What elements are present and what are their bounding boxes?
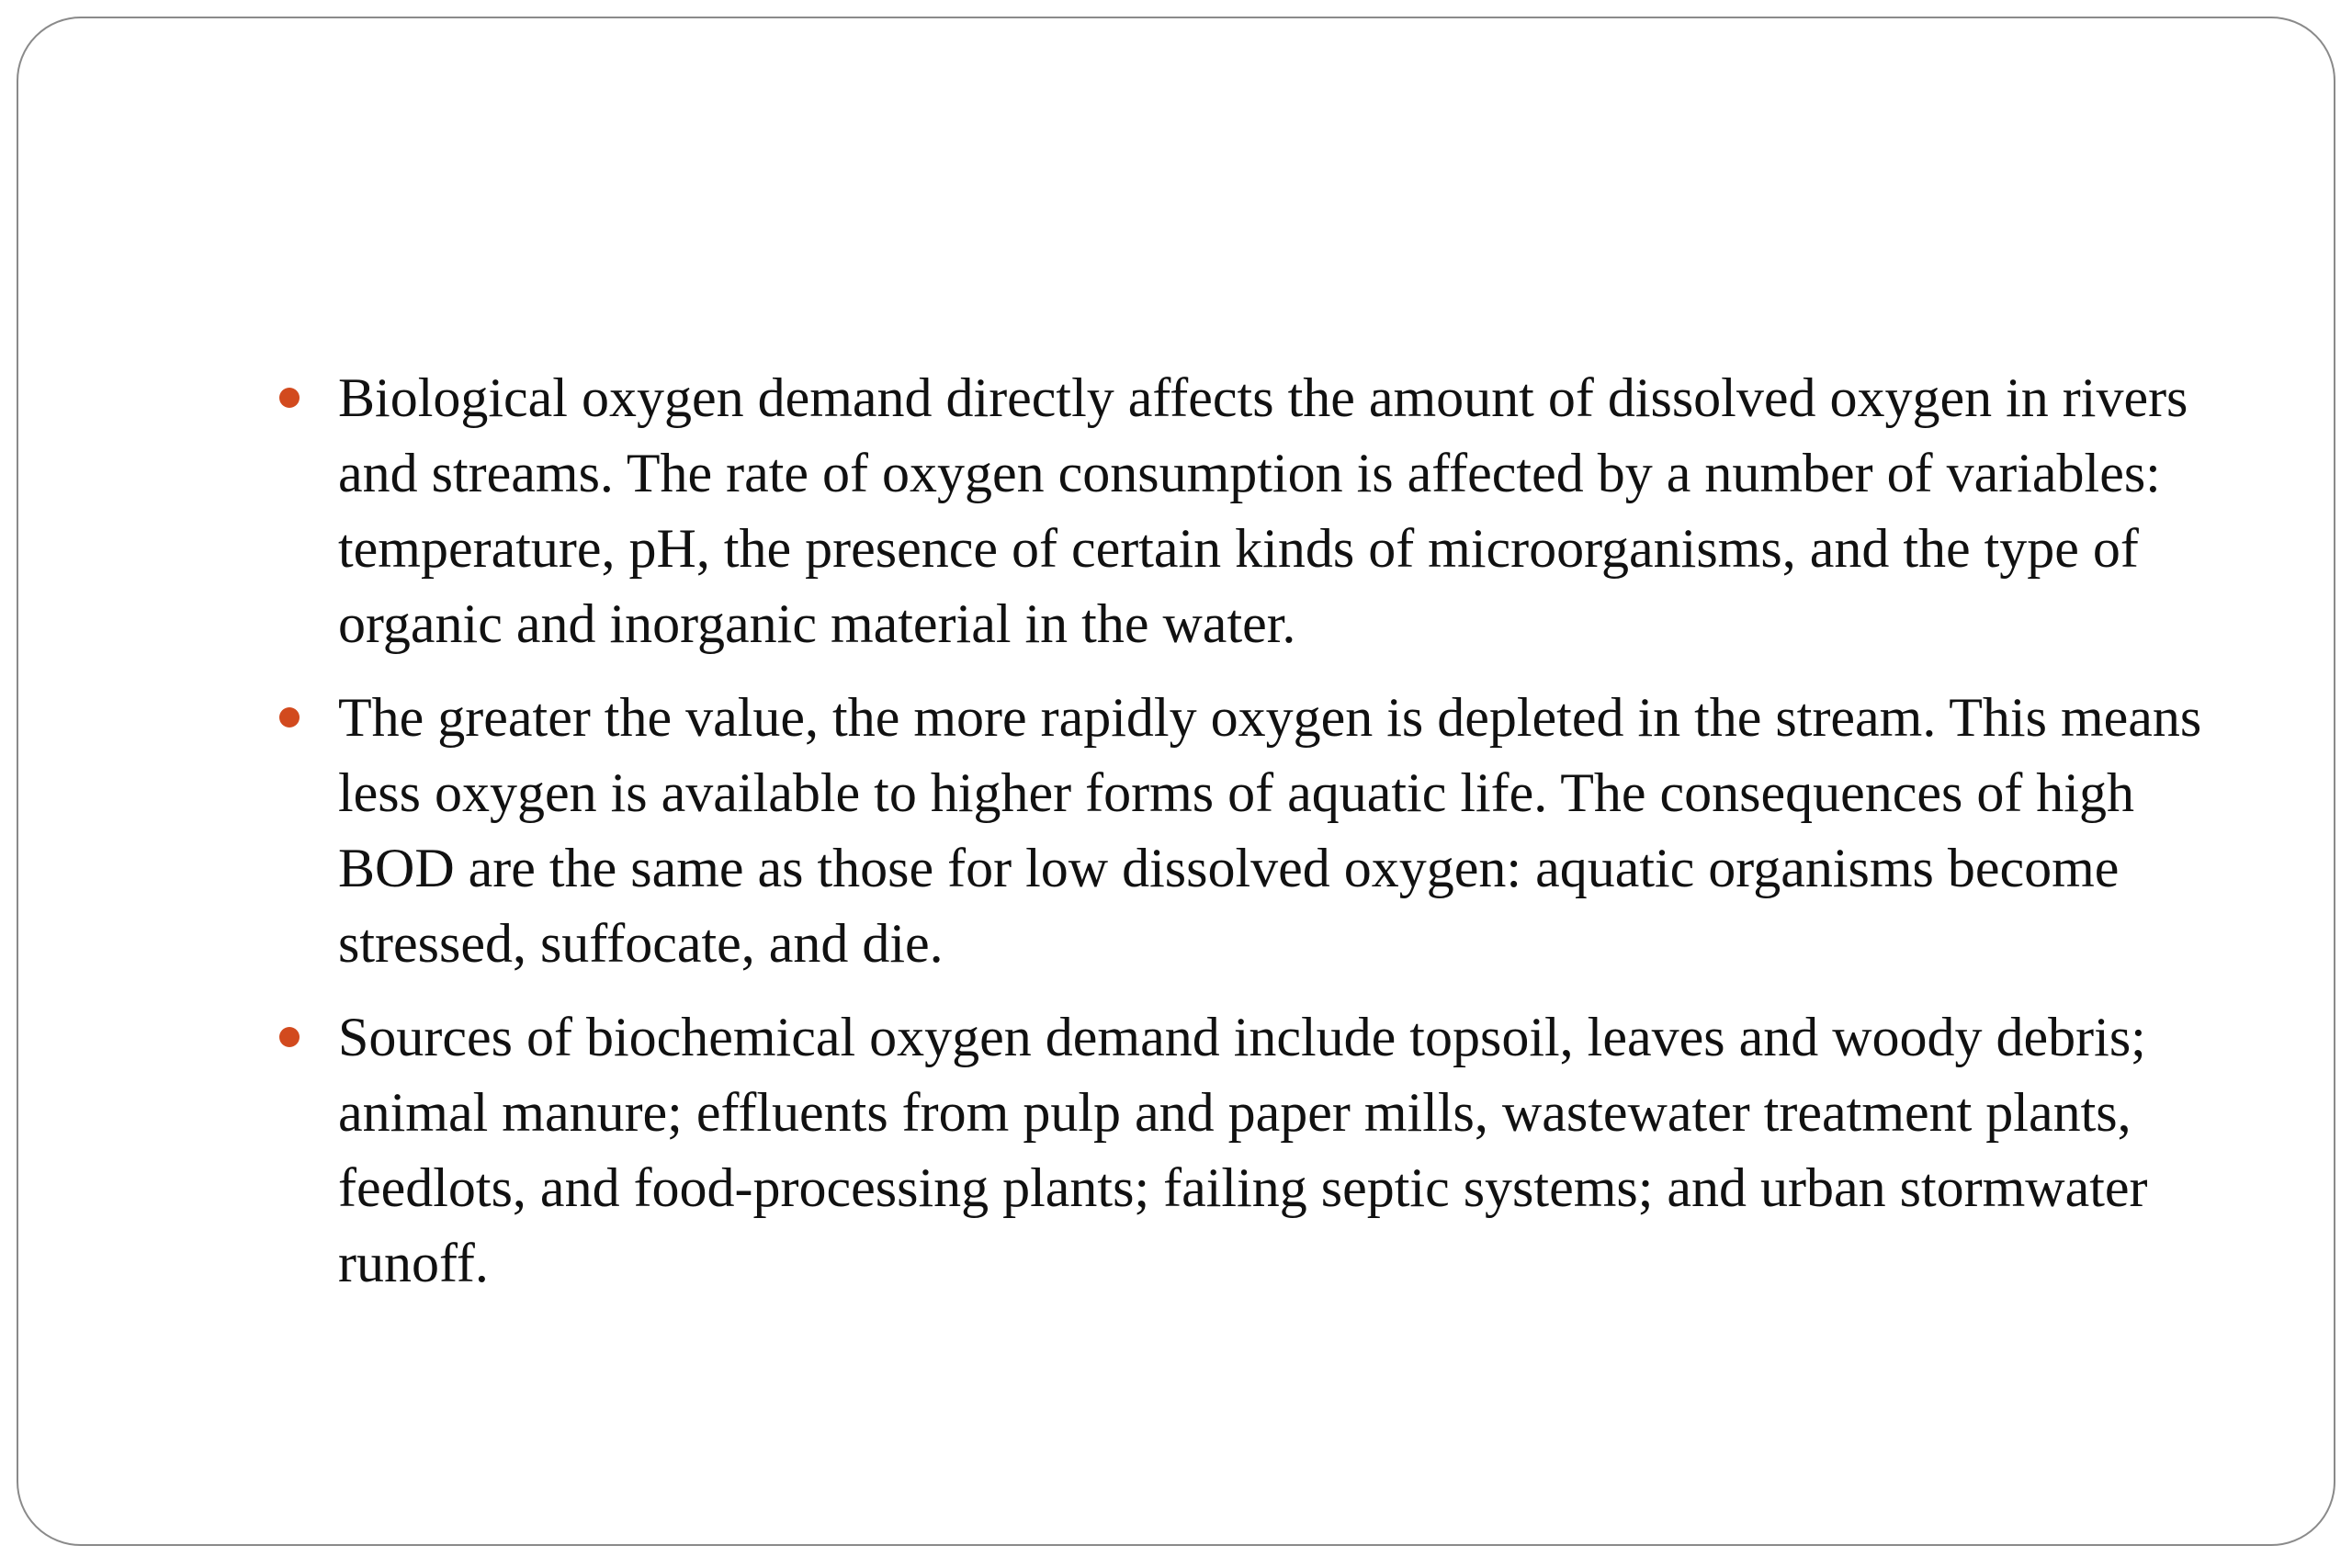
slide-frame <box>17 17 2335 1546</box>
bullet-item <box>276 680 2242 981</box>
bullet-text: Sources of biochemical oxygen demand include topsoil, leaves and woody debris; animal manure; effluents from pulp and paper mills, wastewater treatment plants, feedlots, and food-processing plants; failing septic systems; and urban stormwater runoff. <box>338 1007 2148 1293</box>
bullet-item <box>276 360 2242 661</box>
bullet-dot-icon <box>279 388 300 408</box>
bullet-dot-icon <box>279 1027 300 1047</box>
bullet-text: Biological oxygen demand directly affects the amount of dissolved oxygen in rivers and streams. The rate of oxygen consumption is affected by a number of variables: temperature, pH, the presence of certain kinds of microorganisms, and the type of organic and inorganic material in the water. <box>338 367 2188 654</box>
bullet-item <box>276 999 2242 1301</box>
bullet-list <box>276 360 2242 1319</box>
bullet-dot-icon <box>279 707 300 728</box>
bullet-text: The greater the value, the more rapidly oxygen is depleted in the stream. This means less oxygen is available to higher forms of aquatic life. The consequences of high BOD are the same as those for low dissolved oxygen: aquatic organisms become stressed, suffocate, and die. <box>338 687 2202 974</box>
